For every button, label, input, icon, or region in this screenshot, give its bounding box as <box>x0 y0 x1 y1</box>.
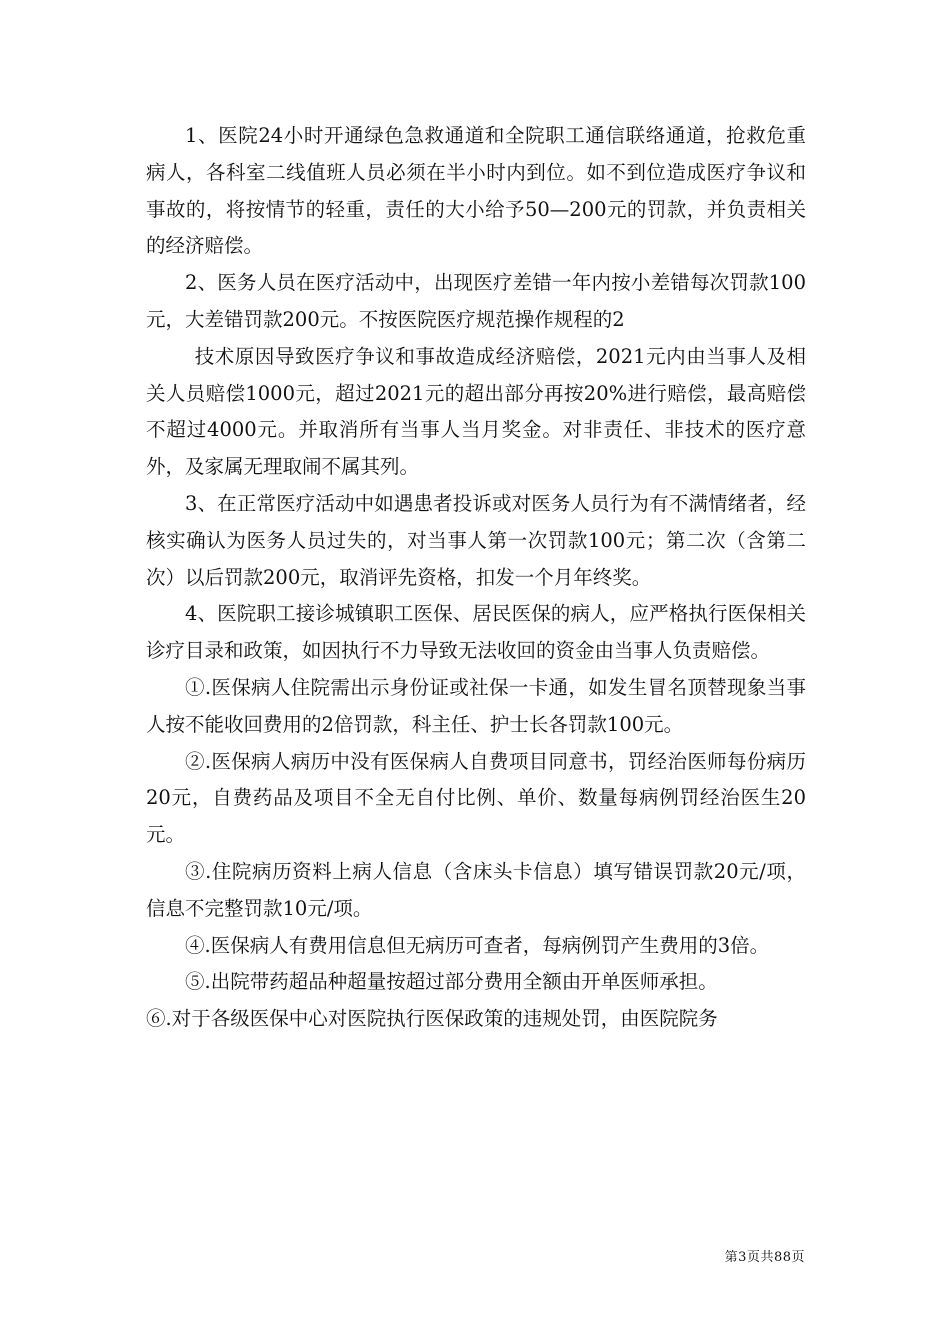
paragraph-6: ①.医保病人住院需出示身份证或社保一卡通，如发生冒名顶替现象当事人按不能收回费用的2倍罚款，科主任、护士长各罚款100元。 <box>146 675 806 736</box>
paragraph-7: ②.医保病人病历中没有医保病人自费项目同意书，罚经治医师每份病历20元，自费药品及项目不全无自付比例、单价、数量每病例罚经治医生20元。 <box>146 749 806 847</box>
paragraph-3: 技术原因导致医疗争议和事故造成经济赔偿，2021元内由当事人及相关人员赔偿1000元，超过2021元的超出部分再按20%进行赔偿，最高赔偿不超过4000元。并取消所有当事人当月奖金。对非责任、非技术的医疗意外，及家属无理取闹不属其列。 <box>146 344 806 479</box>
page-number: 第3页共88页 <box>724 1250 805 1265</box>
paragraph-4: 3、在正常医疗活动中如遇患者投诉或对医务人员行为有不满情绪者，经核实确认为医务人员过失的，对当事人第一次罚款100元；第二次（含第二次）以后罚款200元，取消评先资格，扣发一个月年终奖。 <box>146 491 806 589</box>
paragraph-10: ⑤.出院带药超品种超量按超过部分费用全额由开单医师承担。 <box>185 970 718 994</box>
paragraph-8: ③.住院病历资料上病人信息（含床头卡信息）填写错误罚款20元/项，信息不完整罚款10元/项。 <box>146 859 806 920</box>
paragraph-1: 1、医院24小时开通绿色急救通道和全院职工通信联络通道，抢救危重病人，各科室二线值班人员必须在半小时内到位。如不到位造成医疗争议和事故的，将按情节的轻重，责任的大小给予50—200元的罚款，并负责相关的经济赔偿。 <box>146 124 806 258</box>
paragraph-11: ⑥.对于各级医保中心对医院执行医保政策的违规处罚，由医院院务 <box>146 1007 718 1031</box>
paragraph-5: 4、医院职工接诊城镇职工医保、居民医保的病人，应严格执行医保相关诊疗目录和政策，如因执行不力导致无法收回的资金由当事人负责赔偿。 <box>146 602 806 663</box>
document-body <box>146 118 806 1038</box>
paragraph-2: 2、医务人员在医疗活动中，出现医疗差错一年内按小差错每次罚款100元，大差错罚款200元。不按医院医疗规范操作规程的2 <box>146 271 806 331</box>
paragraph-9: ④.医保病人有费用信息但无病历可查者，每病例罚产生费用的3倍。 <box>185 933 770 957</box>
